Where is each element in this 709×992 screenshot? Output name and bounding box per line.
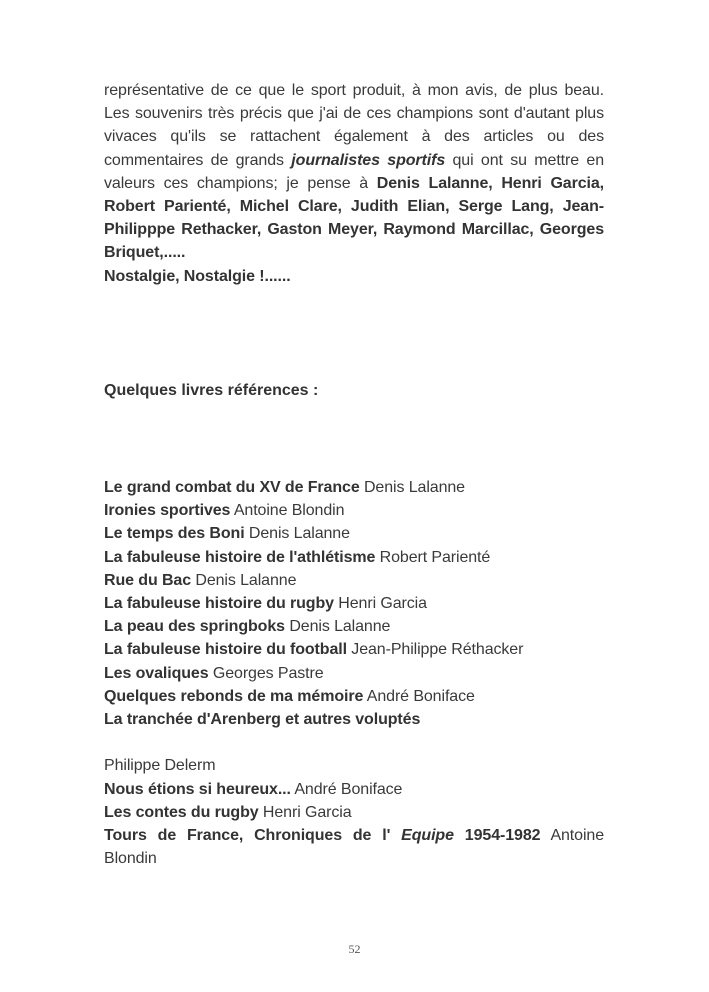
book-list: [104, 476, 604, 870]
book-item: Tours de France, Chroniques de l' Equipe 1954-1982 Antoine Blondin: [104, 827, 605, 868]
body-text: [104, 79, 604, 288]
nostalgie-line: Nostalgie, Nostalgie !......: [104, 267, 291, 285]
book-author-line: Philippe Delerm: [104, 757, 216, 775]
book-item: La fabuleuse histoire de l'athlétisme Robert Parienté: [104, 548, 491, 566]
book-item: La fabuleuse histoire du rugby Henri Garcia: [104, 595, 427, 613]
book-item: Les ovaliques Georges Pastre: [104, 664, 324, 682]
book-item: Le temps des Boni Denis Lalanne: [104, 525, 350, 543]
book-item: Les contes du rugby Henri Garcia: [104, 803, 352, 821]
section-heading: Quelques livres références :: [104, 382, 319, 399]
page-number: 52: [348, 942, 361, 956]
book-item: Quelques rebonds de ma mémoire André Boniface: [104, 687, 475, 705]
book-item: La fabuleuse histoire du football Jean-Philippe Réthacker: [104, 641, 524, 659]
book-item: Nous étions si heureux... André Boniface: [104, 780, 403, 798]
book-item: Rue du Bac Denis Lalanne: [104, 571, 297, 589]
book-item: La peau des springboks Denis Lalanne: [104, 618, 391, 636]
spacer: [104, 731, 604, 754]
book-item: Le grand combat du XV de France Denis Lalanne: [104, 479, 465, 496]
intro-paragraph: représentative de ce que le sport produit, à mon avis, de plus beau. Les souvenirs très précis que j'ai de ces champions sont d'autant plus vivaces qu'ils se rattachent également à des articles ou des commentaires de grands journalistes sportifs qui ont su mettre en valeurs ces champions; je pense à Denis Lalanne, Henri Garcia, Robert Parienté, Michel Clare, Judith Elian, Serge Lang, Jean-Philipppe Rethacker, Gaston Meyer, Raymond Marcillac, Georges Briquet,.....: [104, 82, 605, 262]
book-item: La tranchée d'Arenberg et autres voluptés: [104, 711, 421, 729]
book-item: Ironies sportives Antoine Blondin: [104, 502, 345, 520]
